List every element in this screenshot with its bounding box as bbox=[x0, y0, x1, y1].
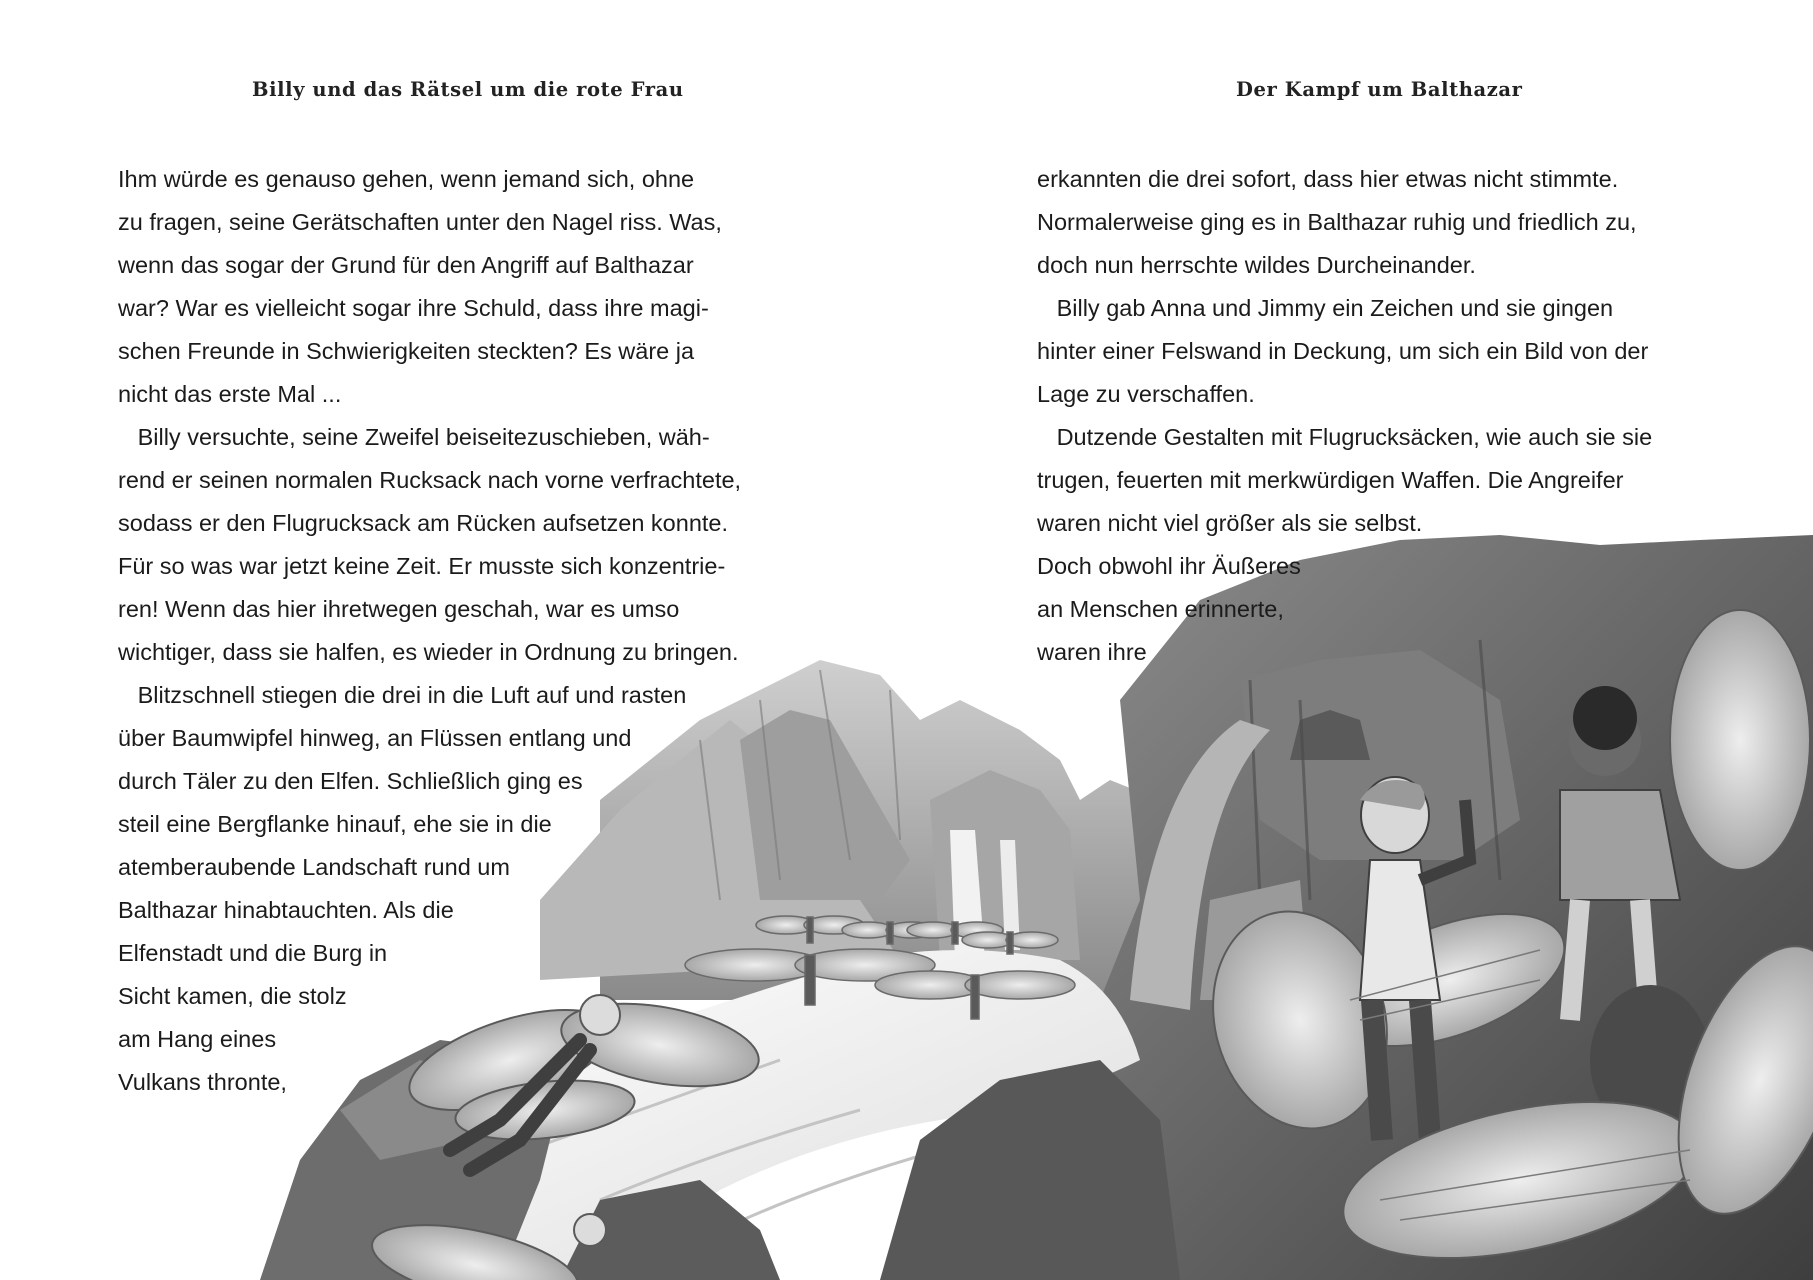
text-line: hinter einer Felswand in Deckung, um sich ein Bild von der bbox=[1037, 338, 1649, 364]
text-line: ren! Wenn das hier ihretwegen geschah, war es umso bbox=[118, 596, 680, 622]
text-line: wenn das sogar der Grund für den Angriff auf Balthazar bbox=[118, 252, 694, 278]
text-line: Lage zu verschaffen. bbox=[1037, 381, 1255, 407]
right-page-body bbox=[1037, 158, 1652, 674]
text-line: atemberaubende Landschaft rund um bbox=[118, 854, 510, 880]
text-line: wichtiger, dass sie halfen, es wieder in Ordnung zu bringen. bbox=[118, 639, 739, 665]
text-line: steil eine Bergflanke hinauf, ehe sie in die bbox=[118, 811, 552, 837]
text-line: über Baumwipfel hinweg, an Flüssen entlang und bbox=[118, 725, 632, 751]
text-line: Blitzschnell stiegen die drei in die Luft auf und rasten bbox=[118, 682, 687, 708]
text-line: Doch obwohl ihr Äußeres bbox=[1037, 553, 1301, 579]
text-line: nicht das erste Mal ... bbox=[118, 381, 342, 407]
running-head-right: Der Kampf um Balthazar bbox=[1236, 78, 1523, 101]
text-line: doch nun herrschte wildes Durcheinander. bbox=[1037, 252, 1476, 278]
left-page-body bbox=[118, 158, 741, 1104]
text-line: sodass er den Flugrucksack am Rücken aufsetzen konnte. bbox=[118, 510, 729, 536]
running-head-left: Billy und das Rätsel um die rote Frau bbox=[252, 78, 684, 101]
text-line: Dutzende Gestalten mit Flugrucksäcken, wie auch sie sie bbox=[1037, 424, 1653, 450]
text-line: an Menschen erinnerte, bbox=[1037, 596, 1284, 622]
text-line: Billy versuchte, seine Zweifel beiseitezuschieben, wäh- bbox=[118, 424, 710, 450]
text-line: am Hang eines bbox=[118, 1026, 277, 1052]
text-line: schen Freunde in Schwierigkeiten steckten? Es wäre ja bbox=[118, 338, 695, 364]
text-line: war? War es vielleicht sogar ihre Schuld, dass ihre magi- bbox=[118, 295, 709, 321]
text-line: Elfenstadt und die Burg in bbox=[118, 940, 388, 966]
text-line: Normalerweise ging es in Balthazar ruhig und friedlich zu, bbox=[1037, 209, 1637, 235]
text-line: Vulkans throntе, bbox=[118, 1069, 287, 1095]
text-line: erkannten die drei sofort, dass hier etwas nicht stimmte. bbox=[1037, 166, 1619, 192]
text-line: Für so was war jetzt keine Zeit. Er musste sich konzentrie- bbox=[118, 553, 726, 579]
text-line: Sicht kamen, die stolz bbox=[118, 983, 347, 1009]
text-line: Ihm würde es genauso gehen, wenn jemand sich, ohne bbox=[118, 166, 695, 192]
text-line: waren nicht viel größer als sie selbst. bbox=[1037, 510, 1423, 536]
text-line: waren ihre bbox=[1037, 639, 1147, 665]
text-line: Balthazar hinabtauchten. Als die bbox=[118, 897, 454, 923]
text-line: trugen, feuerten mit merkwürdigen Waffen. Die Angreifer bbox=[1037, 467, 1624, 493]
text-line: durch Täler zu den Elfen. Schließlich ging es bbox=[118, 768, 583, 794]
text-line: rend er seinen normalen Rucksack nach vorne verfrachtete, bbox=[118, 467, 742, 493]
text-line: zu fragen, seine Gerätschaften unter den Nagel riss. Was, bbox=[118, 209, 722, 235]
text-line: Billy gab Anna und Jimmy ein Zeichen und sie gingen bbox=[1037, 295, 1614, 321]
